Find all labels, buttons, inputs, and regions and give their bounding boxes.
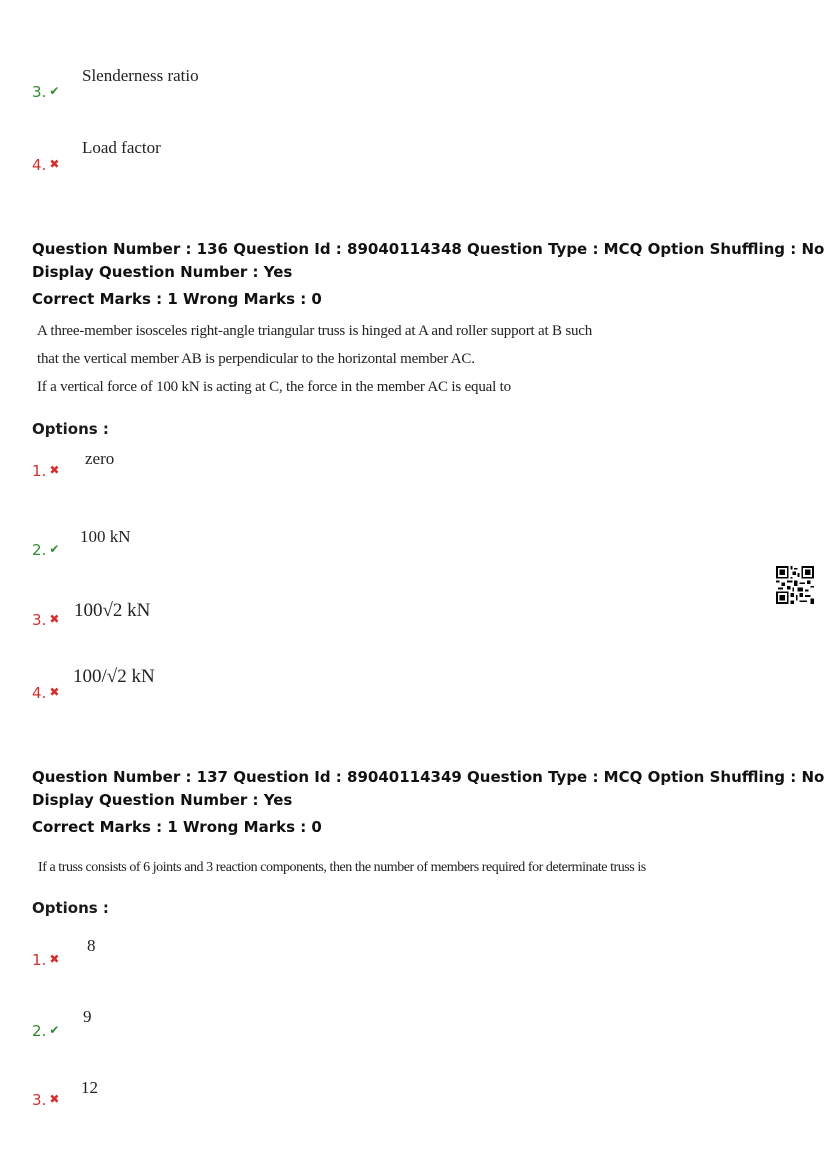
check-icon: ✔ xyxy=(49,542,60,556)
q136-option-text-4: 100/√2 kN xyxy=(73,666,155,687)
question-137-header xyxy=(32,766,824,839)
q137-option-number-1: 1. ✖ xyxy=(32,951,60,969)
option-text-4: Load factor xyxy=(82,138,161,157)
q136-option-number-2: 2. ✔ xyxy=(32,541,60,559)
q136-option-number-4: 4. ✖ xyxy=(32,684,60,702)
question-136-header xyxy=(32,238,824,311)
q136-option-text-1: zero xyxy=(85,449,115,468)
question-136-body-line3: If a vertical force of 100 kN is acting at C, the force in the member AC is equal to xyxy=(37,379,511,395)
q137-option-number-2: 2. ✔ xyxy=(32,1022,60,1040)
check-icon: ✔ xyxy=(49,84,60,98)
q136-option-number-1: 1. ✖ xyxy=(32,462,60,480)
check-icon: ✔ xyxy=(49,1023,60,1037)
cross-icon: ✖ xyxy=(49,1092,60,1106)
q136-option-number-3: 3. ✖ xyxy=(32,611,60,629)
question-136-header-line2: Display Question Number : Yes xyxy=(32,263,293,281)
q137-option-text-3: 12 xyxy=(81,1078,98,1097)
option-number-3: 3. ✔ xyxy=(32,83,60,101)
question-137-body-line1: If a truss consists of 6 joints and 3 reaction components, then the number of members required for determinate truss is xyxy=(38,860,646,875)
question-136-body-line1: A three-member isosceles right-angle triangular truss is hinged at A and roller support at B such xyxy=(37,323,593,339)
q136-option-text-2: 100 kN xyxy=(80,527,131,546)
q137-option-number-3: 3. ✖ xyxy=(32,1091,60,1109)
option-number-4: 4. ✖ xyxy=(32,156,60,174)
cross-icon: ✖ xyxy=(49,612,60,626)
question-136-marks: Correct Marks : 1 Wrong Marks : 0 xyxy=(32,290,322,308)
q137-option-text-1: 8 xyxy=(87,936,96,955)
q136-option-text-3: 100√2 kN xyxy=(74,600,151,621)
q137-option-text-2: 9 xyxy=(83,1007,92,1026)
question-136-header-line1: Question Number : 136 Question Id : 89040114348 Question Type : MCQ Option Shuffling : No xyxy=(32,240,825,258)
cross-icon: ✖ xyxy=(49,157,60,171)
question-137-marks: Correct Marks : 1 Wrong Marks : 0 xyxy=(32,818,322,836)
question-136-options-label: Options : xyxy=(32,420,109,438)
qr-code-icon xyxy=(776,566,814,604)
cross-icon: ✖ xyxy=(49,463,60,477)
cross-icon: ✖ xyxy=(49,685,60,699)
question-136-body-line2: that the vertical member AB is perpendicular to the horizontal member AC. xyxy=(37,351,475,367)
cross-icon: ✖ xyxy=(49,952,60,966)
question-137-options-label: Options : xyxy=(32,899,109,917)
question-137-header-line1: Question Number : 137 Question Id : 89040114349 Question Type : MCQ Option Shuffling : No xyxy=(32,768,825,786)
option-text-3: Slenderness ratio xyxy=(82,66,199,85)
question-137-header-line2: Display Question Number : Yes xyxy=(32,791,293,809)
